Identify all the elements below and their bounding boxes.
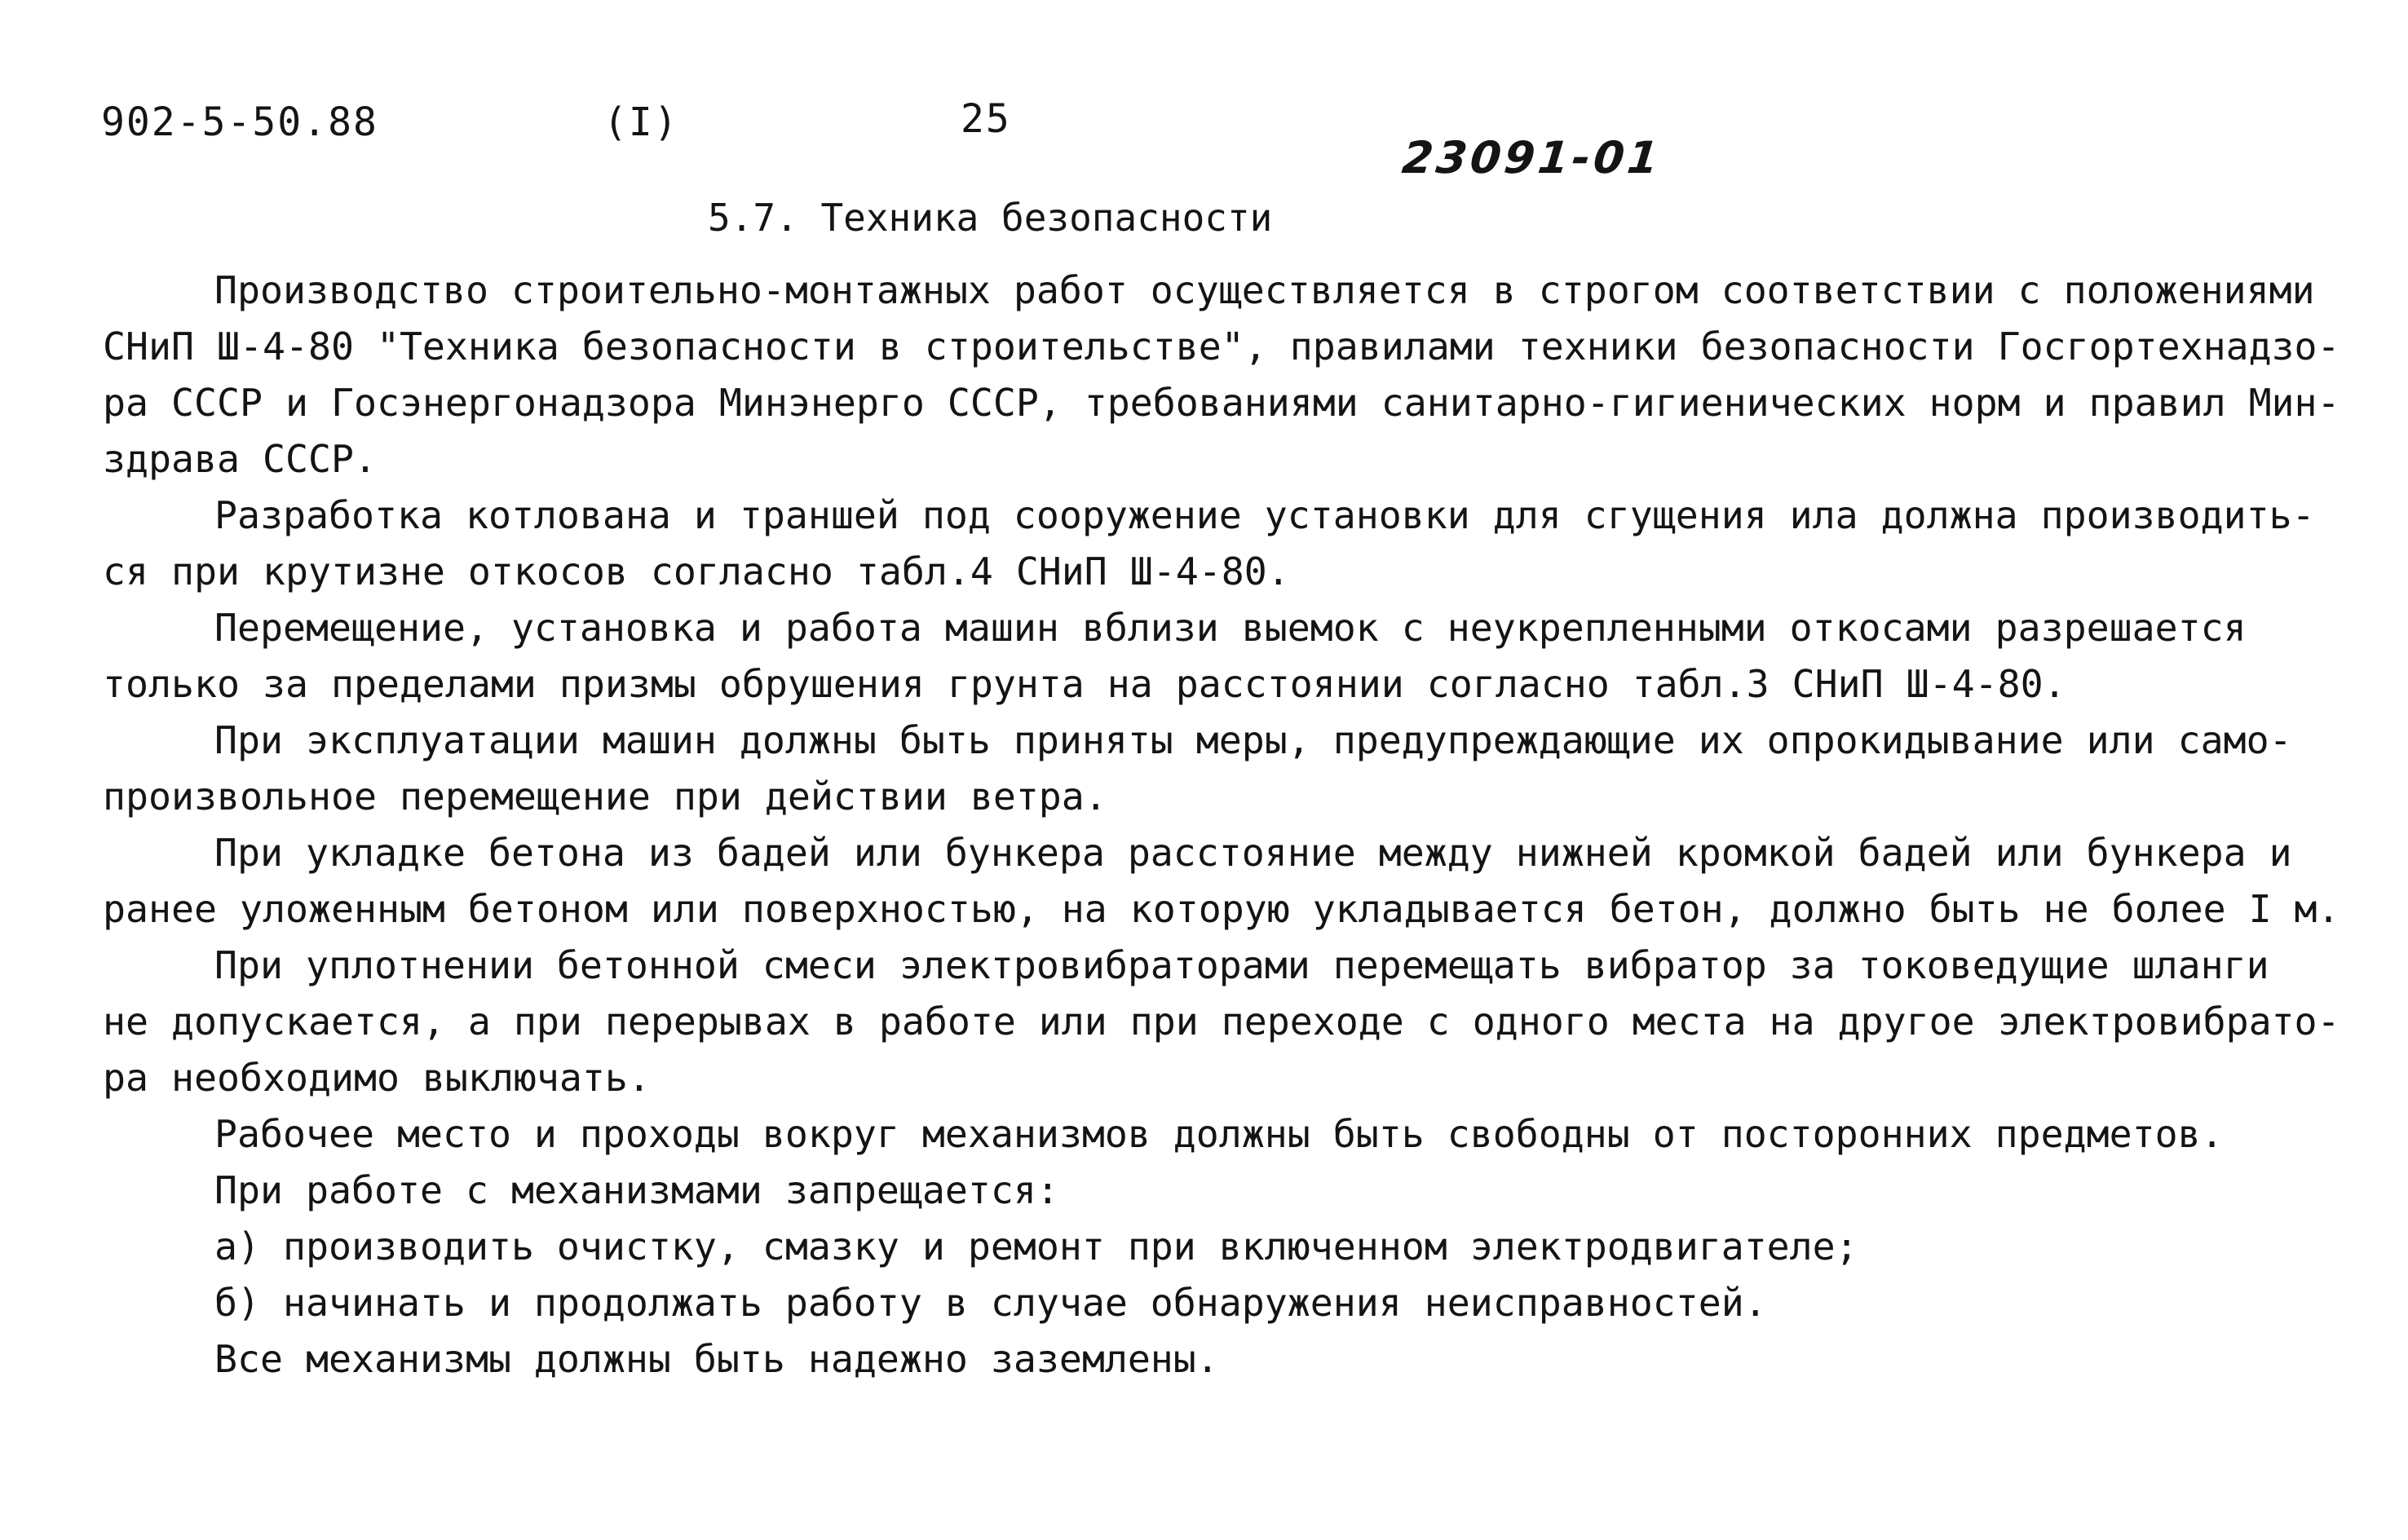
text-line: При уплотнении бетонной смеси электровибраторами перемещать вибратор за токоведущие шланги bbox=[214, 943, 2269, 987]
text-line: Рабочее место и проходы вокруг механизмов должны быть свободны от посторонних предметов. bbox=[214, 1112, 2224, 1156]
text-line: При работе с механизмами запрещается: bbox=[214, 1168, 1059, 1212]
text-line: СНиП Ш-4-80 "Техника безопасности в строительстве", правилами техники безопасности Госгортехнадзо- bbox=[103, 324, 2340, 368]
text-line: ра необходимо выключать. bbox=[103, 1056, 651, 1100]
text-line: здрава СССР. bbox=[103, 437, 377, 481]
text-line: не допускается, а при перерывах в работе или при переходе с одного места на другое электровибрато- bbox=[103, 999, 2340, 1044]
volume-number: (I) bbox=[603, 99, 679, 145]
document-body bbox=[103, 263, 2340, 1388]
text-line: ся при крутизне откосов согласно табл.4 СНиП Ш-4-80. bbox=[103, 549, 1290, 593]
text-line: Все механизмы должны быть надежно заземлены. bbox=[214, 1337, 1219, 1381]
text-line: ранее уложенным бетоном или поверхностью, на которую укладывается бетон, должно быть не более I м. bbox=[103, 887, 2340, 931]
text-line: Производство строительно-монтажных работ осуществляется в строгом соответствии с положениями bbox=[214, 268, 2315, 312]
text-line: При укладке бетона из бадей или бункера расстояние между нижней кромкой бадей или бункера и bbox=[214, 831, 2292, 875]
text-line: только за пределами призмы обрушения грунта на расстоянии согласно табл.3 СНиП Ш-4-80. bbox=[103, 662, 2066, 706]
section-title: 5.7. Техника безопасности bbox=[708, 196, 1273, 240]
text-line: Перемещение, установка и работа машин вблизи выемок с неукрепленными откосами разрешается bbox=[214, 606, 2247, 650]
text-line: произвольное перемещение при действии ветра. bbox=[103, 774, 1107, 819]
list-item: а) производить очистку, смазку и ремонт при включенном электродвигателе; bbox=[214, 1224, 1858, 1269]
page-number: 25 bbox=[961, 96, 1011, 142]
text-line: Разработка котлована и траншей под сооружение установки для сгущения ила должна производить- bbox=[214, 493, 2315, 537]
list-item: б) начинать и продолжать работу в случае обнаружения неисправностей. bbox=[214, 1281, 1767, 1325]
document-code: 902-5-50.88 bbox=[101, 99, 378, 145]
text-line: ра СССР и Госэнергонадзора Минэнерго СССР, требованиями санитарно-гигиенических норм и правил Мин- bbox=[103, 381, 2340, 425]
archive-stamp-number: 23091-01 bbox=[1399, 132, 1664, 183]
text-line: При эксплуатации машин должны быть приняты меры, предупреждающие их опрокидывание или само- bbox=[214, 718, 2292, 762]
